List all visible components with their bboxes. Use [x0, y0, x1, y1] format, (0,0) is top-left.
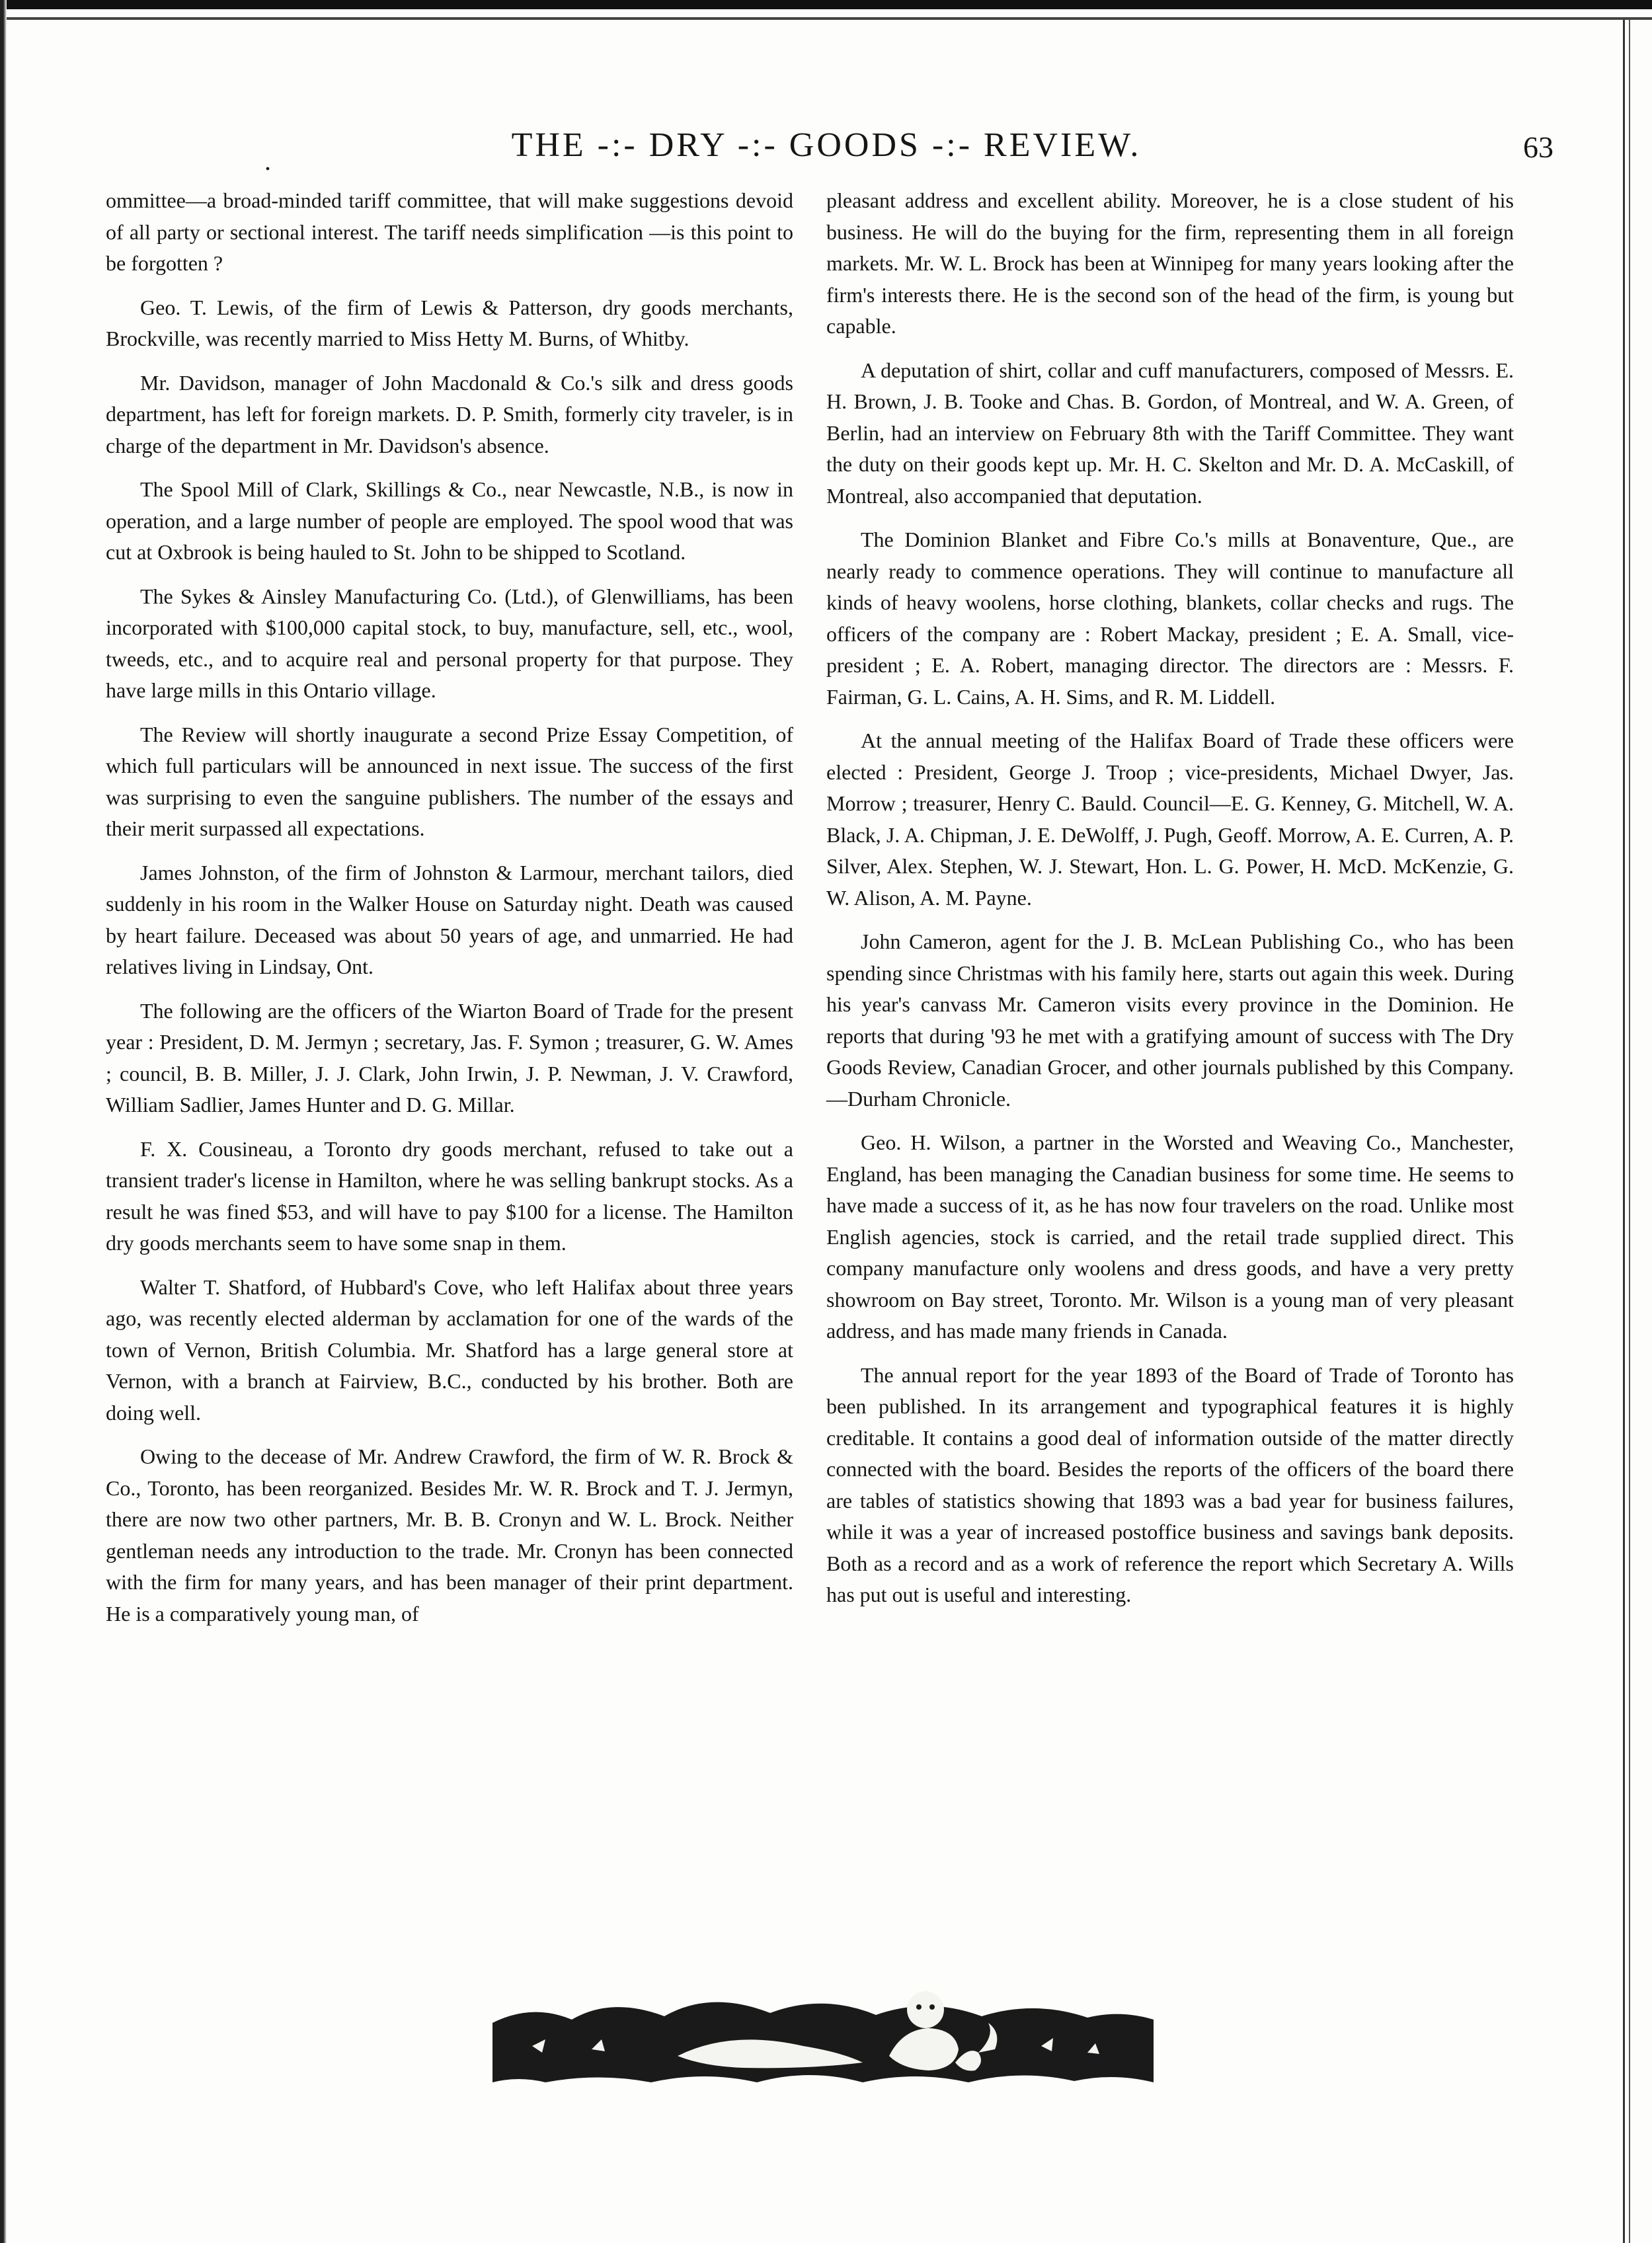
paragraph-sykes-ainsley: The Sykes & Ainsley Manufacturing Co. (Ltd.), of Glenwilliams, has been incorporated with $100,000 capital stock, to buy, manufacture, sell, etc., wool, tweeds, etc., and to acquire real and personal property for that purpose. They have large mills in this Ontario village. [106, 584, 793, 702]
paragraph-cousineau: F. X. Cousineau, a Toronto dry goods merchant, refused to take out a transient trader's license in Hamilton, where he was selling bankrupt stocks. As a result he was fined $53, and will have to pay $100 for a license. The Hamilton dry goods merchants seem to have some snap in them. [106, 1136, 793, 1255]
top-thin-rule [0, 17, 1652, 20]
paragraph-wilson: Geo. H. Wilson, a partner in the Worsted and Weaving Co., Manchester, England, has been managing the Canadian business for some time. He seems to have made a success of it, as he has now four travelers on the road. Unlike most English agencies, stock is carried, and the retail trade supplied direct. This company manufacture only woolens and dress goods, and have a very pretty showroom on Bay street, Toronto. Mr. Wilson is a young man of very pleasant address, and has made many friends in Canada. [826, 1130, 1514, 1343]
paragraph-toronto-report: The annual report for the year 1893 of the Board of Trade of Toronto has been published. In its arrangement and typographical features it is highly creditable. It contains a good deal of information outside of the matter directly connected with the board. Besides the reports of the officers of the board there are tables of statistics showing that 1893 was a bad year for business failures, while it was a year of increased postoffice business and savings bank deposits. Both as a record and as a work of reference the report which Secretary A. Wills has put out is useful and interesting. [826, 1362, 1514, 1606]
top-border-rule [0, 0, 1652, 9]
decorative-vignette [492, 1983, 1154, 2089]
paragraph-john-cameron: John Cameron, agent for the J. B. McLean Publishing Co., who has been spending since Christmas with his family here, starts out again this week. During his year's canvass Mr. Cameron visits every province in the Dominion. He reports that during '93 he met with a gratifying amount of success with The Dry Goods Review, Canadian Grocer, and other journals published by this Company.—Durham Chronicle. [826, 929, 1514, 1111]
right-page-edge [1623, 20, 1630, 2243]
page-number: 63 [1523, 130, 1554, 164]
paragraph-lewis-marriage: Geo. T. Lewis, of the firm of Lewis & Patterson, dry goods merchants, Brockville, was recently married to Miss Hetty M. Burns, of Whitby. [106, 295, 793, 350]
paragraph-prize-essay: The Review will shortly inaugurate a second Prize Essay Competition, of which full particulars will be announced in next issue. The success of the first was surprising to even the sanguine publishers. The number of the essays and their merit surpassed all expectations. [106, 722, 793, 840]
running-header [99, 126, 1554, 176]
left-page-edge [0, 0, 7, 2243]
paragraph-wiarton-board: The following are the officers of the Wiarton Board of Trade for the present year : President, D. M. Jermyn ; secretary, Jas. F. Symon ; treasurer, G. W. Ames ; council, B. B. Miller, J. J. Clark, John Irwin, J. P. Newman, J. V. Crawford, William Sadlier, James Hunter and D. G. Millar. [106, 998, 793, 1117]
paragraph-brock-reorganized: Owing to the decease of Mr. Andrew Crawford, the firm of W. R. Brock & Co., Toronto, has been reorganized. Besides Mr. W. R. Brock and T. J. Jermyn, there are now two other partners, Mr. B. B. Cronyn and W. L. Brock. Neither gentleman needs any introduction to the trade. Mr. Cronyn has been connected with the firm for many years, and has been manager of their print department. He is a comparatively young man, of [106, 1444, 793, 1626]
header-dot: . [264, 146, 271, 176]
paragraph-shirt-deputation: A deputation of shirt, collar and cuff manufacturers, composed of Messrs. E. H. Brown, J. B. Tooke and Chas. B. Gordon, of Montreal, and W. A. Green, of Berlin, had an interview on February 8th with the Tariff Committee. They want the duty on their goods kept up. Mr. H. C. Skelton and Mr. D. A. McCaskill, of Montreal, also accompanied that deputation. [826, 358, 1514, 508]
paragraph-spool-mill: The Spool Mill of Clark, Skillings & Co., near Newcastle, N.B., is now in operation, and a large number of people are employed. The spool wood that was cut at Oxbrook is being hauled to St. John to be shipped to Scotland. [106, 477, 793, 564]
left-column [106, 185, 793, 1642]
paragraph-shatford: Walter T. Shatford, of Hubbard's Cove, who left Halifax about three years ago, was recently elected alderman by acclamation for one of the wards of the town of Vernon, British Columbia. Mr. Shatford has a large general store at Vernon, with a branch at Fairview, B.C., conducted by his brother. Both are doing well. [106, 1275, 793, 1425]
right-column [826, 185, 1514, 1624]
publication-title: THE -:- DRY -:- GOODS -:- REVIEW. [511, 126, 1142, 164]
paragraph-tariff-committee: ommittee—a broad-minded tariff committee, that will make suggestions devoid of all party or sectional interest. The tariff needs simplification —is this point to be forgotten ? [106, 188, 793, 275]
paragraph-halifax-board: At the annual meeting of the Halifax Board of Trade these officers were elected : President, George J. Troop ; vice-presidents, Michael Dwyer, Jas. Morrow ; treasurer, Henry C. Bauld. Council—E. G. Kenney, G. Mitchell, W. A. Black, J. A. Chipman, J. E. DeWolff, J. Pugh, Geoff. Morrow, A. E. Curren, A. P. Silver, Alex. Stephen, W. J. Stewart, Hon. L. G. Power, H. McD. McKenzie, G. W. Alison, A. M. Payne. [826, 728, 1514, 910]
paragraph-dominion-blanket: The Dominion Blanket and Fibre Co.'s mills at Bonaventure, Que., are nearly ready to commence operations. They will continue to manufacture all kinds of heavy woolens, horse clothing, blankets, collar checks and rugs. The officers of the company are : Robert Mackay, president ; E. A. Small, vice-president ; E. A. Robert, managing director. The directors are : Messrs. F. Fairman, G. L. Cains, A. H. Sims, and R. M. Liddell. [826, 528, 1514, 709]
paragraph-davidson: Mr. Davidson, manager of John Macdonald & Co.'s silk and dress goods department, has left for foreign markets. D. P. Smith, formerly city traveler, is in charge of the department in Mr. Davidson's absence. [106, 370, 793, 457]
paragraph-johnston-obituary: James Johnston, of the firm of Johnston & Larmour, merchant tailors, died suddenly in his room in the Walker House on Saturday night. Death was caused by heart failure. Deceased was about 50 years of age, and unmarried. He had relatives living in Lindsay, Ont. [106, 860, 793, 978]
paragraph-brock-continued: pleasant address and excellent ability. Moreover, he is a close student of his business. He will do the buying for the firm, representing them in all foreign markets. Mr. W. L. Brock has been at Winnipeg for many years looking after the firm's interests there. He is the second son of the head of the firm, is young but capable. [826, 188, 1514, 338]
